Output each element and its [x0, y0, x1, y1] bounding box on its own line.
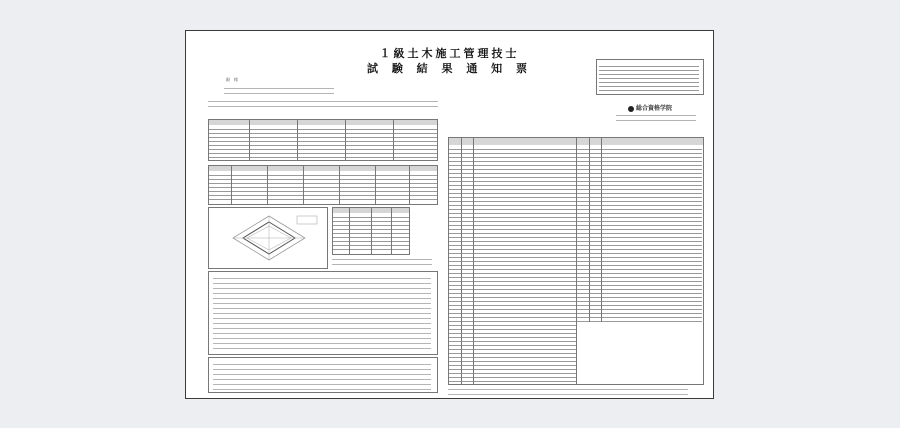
- radar-chart-box: [208, 207, 328, 269]
- footer-notes: [448, 387, 688, 395]
- logo-icon: [628, 106, 634, 112]
- document-title: １級土木施工管理技士: [379, 47, 520, 60]
- candidate-info: [224, 86, 334, 98]
- issuer-logo: 総合資格学院: [628, 103, 672, 112]
- intro-paragraph: [208, 99, 438, 109]
- recipient-line: 殿 様: [226, 77, 238, 82]
- radar-chart: [209, 208, 327, 268]
- criteria-notes: [332, 257, 432, 267]
- issuer-address: [616, 113, 696, 125]
- pass-criteria-table: [332, 207, 410, 255]
- score-report-sheet: [185, 30, 714, 399]
- question-results-table: [448, 137, 704, 385]
- advice-box-2: [208, 357, 438, 393]
- header-info-box: [596, 59, 704, 95]
- advice-box-1: [208, 271, 438, 355]
- score-summary-table: [208, 119, 438, 161]
- document-subtitle: 試 験 結 果 通 知 票: [367, 62, 532, 75]
- section-scores-table: [208, 165, 438, 205]
